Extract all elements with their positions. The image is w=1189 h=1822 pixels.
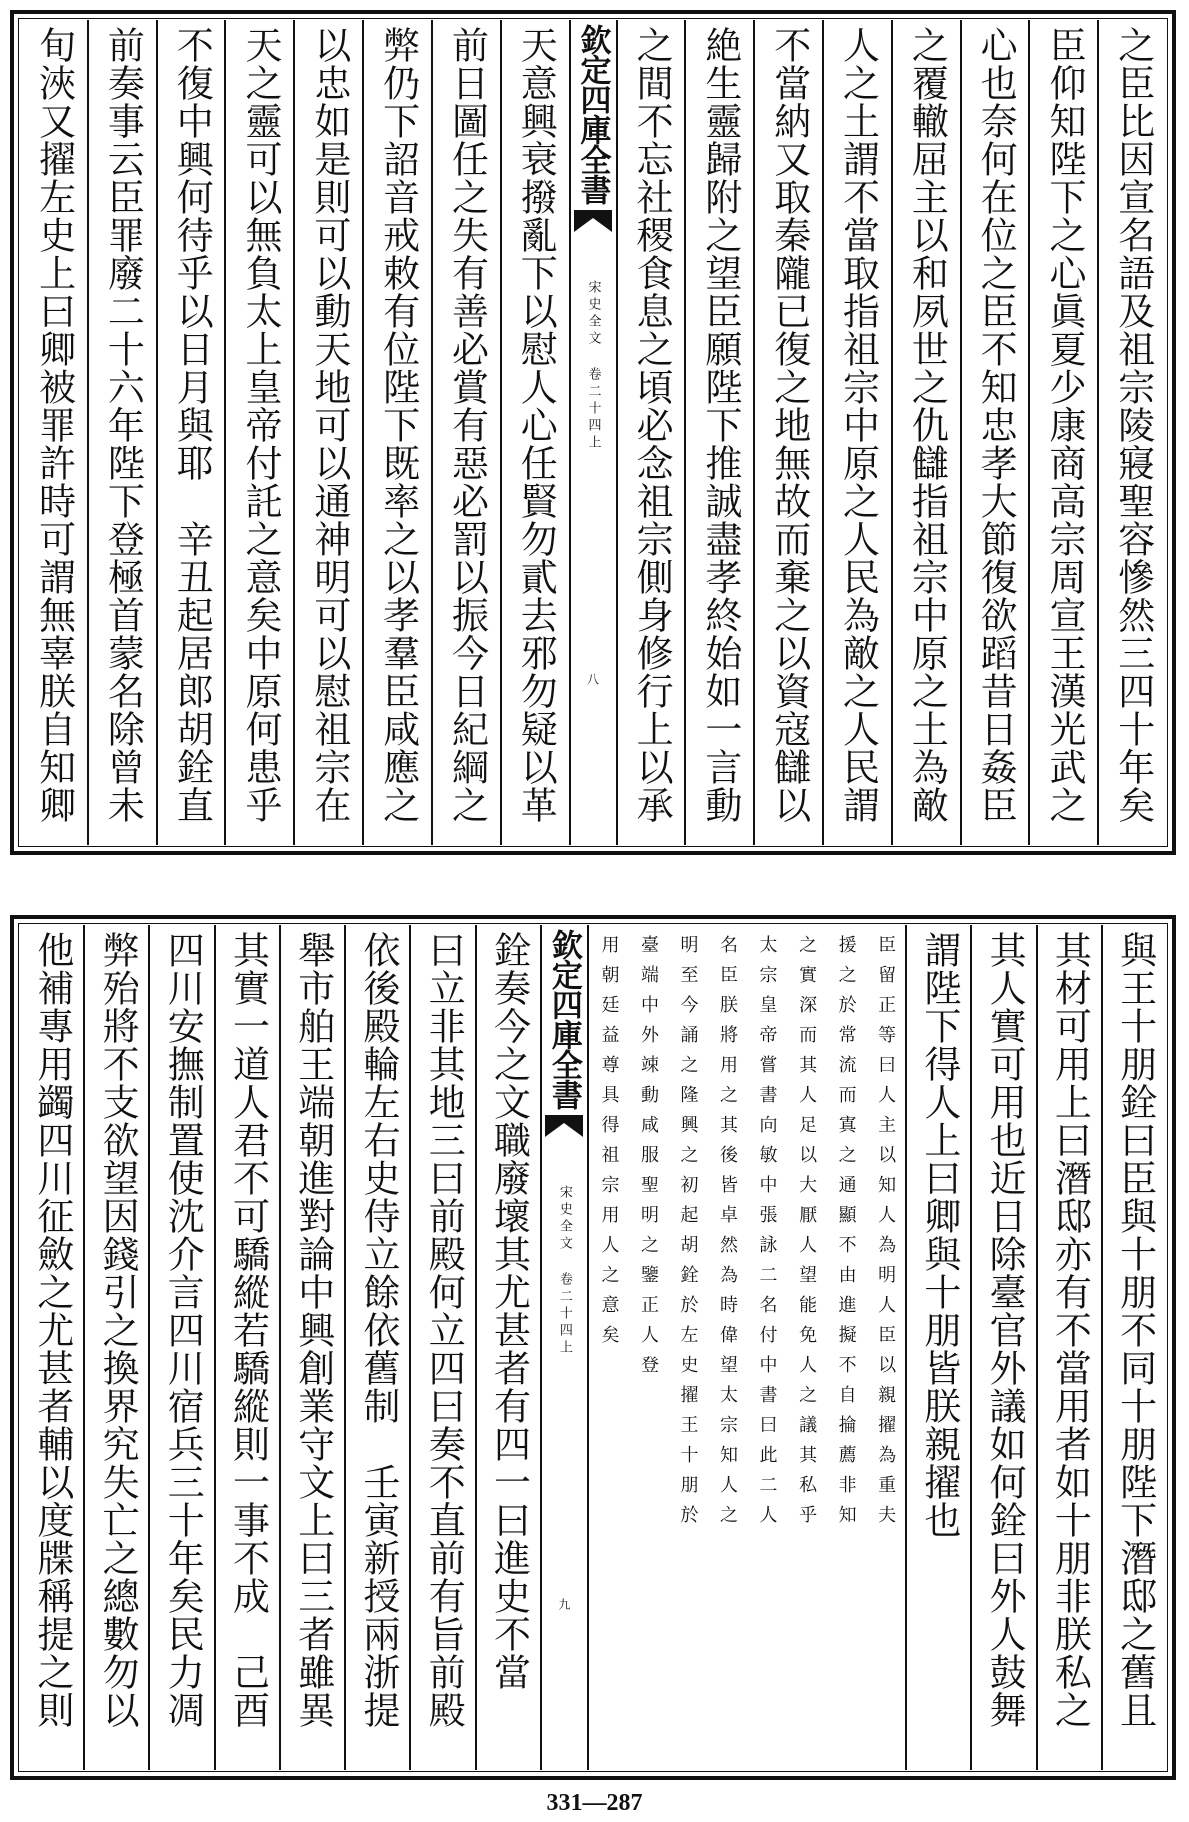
column-text: 其實一道人君不可驕縱若驕縱則一事不成 己酉 (226, 931, 270, 1729)
column-text: 四川安撫制置使沈介言四川宿兵三十年矣民力凋 (161, 931, 205, 1729)
volume-label: 宋史全文 卷二十四上 (556, 1185, 572, 1357)
column-text: 之臣比因宣名語及祖宗陵寢聖容慘然三四十年矣 (1111, 26, 1155, 824)
text-column (1028, 20, 1097, 845)
text-column (293, 20, 362, 845)
text-column (684, 20, 753, 845)
column-text: 謂陛下得人上曰卿與十朋皆朕親擢也 (917, 931, 961, 1539)
column-text: 旬浹又擢左史上曰卿被罪許時可謂無辜朕自知卿 (32, 26, 76, 824)
book-title: 欽定四庫全書 (545, 929, 582, 1109)
text-column (960, 20, 1029, 845)
fishtail-ornament-icon (574, 210, 612, 236)
commentary-column (787, 925, 827, 1770)
text-column (1036, 925, 1101, 1770)
text-column (970, 925, 1035, 1770)
column-text: 以忠如是則可以動天地可以通神明可以慰祖宗在 (307, 26, 351, 824)
column-text: 不當納又取秦隴已復之地無故而棄之以資寇讎以 (767, 26, 811, 824)
commentary-column (747, 925, 787, 1770)
commentary-column (826, 925, 866, 1770)
bottom-page-columns (20, 925, 1166, 1770)
book-title: 欽定四庫全書 (574, 24, 611, 204)
column-text: 之間不忘社稷食息之頃必念祖宗側身修行上以承 (630, 26, 674, 824)
text-column (87, 20, 156, 845)
column-text: 舉市舶王端朝進對論中興創業守文上曰三者雖異 (291, 931, 335, 1729)
bottom-page-panel (10, 915, 1176, 1780)
column-text: 臣仰知陛下之心眞夏少康商高宗周宣王漢光武之 (1042, 26, 1086, 824)
text-column (156, 20, 225, 845)
text-column (409, 925, 474, 1770)
commentary-text: 明至今誦之隆興之初起胡銓於左史擢王十朋於 (677, 935, 699, 1535)
text-column (500, 20, 569, 845)
column-text: 人之土謂不當取指祖宗中原之人民為敵之人民謂 (836, 26, 880, 824)
page-number: 八 (585, 673, 600, 685)
center-gutter (569, 20, 616, 845)
text-column (224, 20, 293, 845)
text-column (148, 925, 213, 1770)
text-column (344, 925, 409, 1770)
text-column (279, 925, 344, 1770)
column-text: 曰立非其地三曰前殿何立四曰奏不直前有旨前殿 (422, 931, 466, 1729)
column-text: 其人實可用也近日除臺官外議如何銓曰外人鼓舞 (983, 931, 1027, 1729)
text-column (362, 20, 431, 845)
text-column (1101, 925, 1166, 1770)
column-text: 弊仍下詔音戒敕有位陛下既率之以孝羣臣咸應之 (376, 26, 420, 824)
column-text: 依後殿輪左右史侍立餘依舊制 壬寅新授兩浙提 (357, 931, 400, 1729)
commentary-text: 之實深而其人足以大厭人望能免人之議其私乎 (796, 935, 818, 1535)
volume-label: 宋史全文 卷二十四上 (585, 280, 601, 452)
commentary-column (668, 925, 708, 1770)
commentary-text: 援之於常流而寘之通顯不由進擬不自掄薦非知 (835, 935, 857, 1535)
commentary-block (587, 925, 905, 1770)
column-text: 天之靈可以無負太上皇帝付託之意矣中原何患乎 (239, 26, 283, 824)
center-gutter (540, 925, 587, 1770)
column-text: 前奏事云臣罪廢二十六年陛下登極首蒙名除曾未 (101, 26, 145, 824)
commentary-text: 臺端中外竦動咸服聖明之鑒正人登 (638, 935, 659, 1385)
commentary-text: 太宗皇帝嘗書向敏中張詠二名付中書曰此二人 (756, 935, 778, 1535)
text-column (20, 925, 83, 1770)
top-page-columns (20, 20, 1166, 845)
text-column (891, 20, 960, 845)
column-text: 前日圖任之失有善必賞有惡必罰以振今日紀綱之 (445, 26, 489, 824)
text-column (822, 20, 891, 845)
column-text: 弊殆將不支欲望因錢引之換界究失亡之總數勿以 (96, 931, 140, 1729)
commentary-text: 用朝廷益尊具得祖宗用人之意矣 (598, 935, 620, 1355)
commentary-column (707, 925, 747, 1770)
text-column (20, 20, 87, 845)
column-text: 天意興衰撥亂下以慰人心任賢勿貳去邪勿疑以革 (514, 26, 558, 824)
commentary-column (589, 925, 629, 1770)
text-column (616, 20, 685, 845)
text-column (214, 925, 279, 1770)
column-text: 與王十朋銓曰臣與十朋不同十朋陛下潛邸之舊且 (1113, 931, 1157, 1729)
fishtail-ornament-icon (545, 1115, 583, 1141)
column-text: 銓奏今之文職廢壞其尤甚者有四一曰進史不當 (487, 931, 531, 1691)
commentary-column (628, 925, 668, 1770)
page-footer-label: 331—287 (546, 1790, 643, 1816)
text-column (83, 925, 148, 1770)
top-page-panel (10, 10, 1176, 855)
commentary-column (866, 925, 906, 1770)
column-text: 之覆轍屈主以和夙世之仇讎指祖宗中原之土為敵 (905, 26, 949, 824)
commentary-text: 名臣朕將用之其後皆卓然為時偉望太宗知人之 (717, 935, 739, 1535)
column-text: 不復中興何待乎以日月與耶 辛丑起居郎胡銓直 (170, 26, 214, 824)
commentary-text: 臣留正等曰人主以知人為明人臣以親擢為重夫 (875, 935, 897, 1535)
page-number: 九 (556, 1598, 571, 1610)
text-column (431, 20, 500, 845)
column-text: 其材可用上曰潛邸亦有不當用者如十朋非朕私之 (1048, 931, 1092, 1729)
column-text: 絶生靈歸附之望臣願陛下推誠盡孝終始如一言動 (698, 26, 742, 824)
text-column (905, 925, 970, 1770)
text-column (1097, 20, 1166, 845)
text-column (753, 20, 822, 845)
column-text: 他補專用蠲四川征斂之尤甚者輔以度牒稱提之則 (30, 931, 74, 1729)
column-text: 心也奈何在位之臣不知忠孝大節復欲蹈昔日姦臣 (974, 26, 1018, 824)
text-column (475, 925, 540, 1770)
